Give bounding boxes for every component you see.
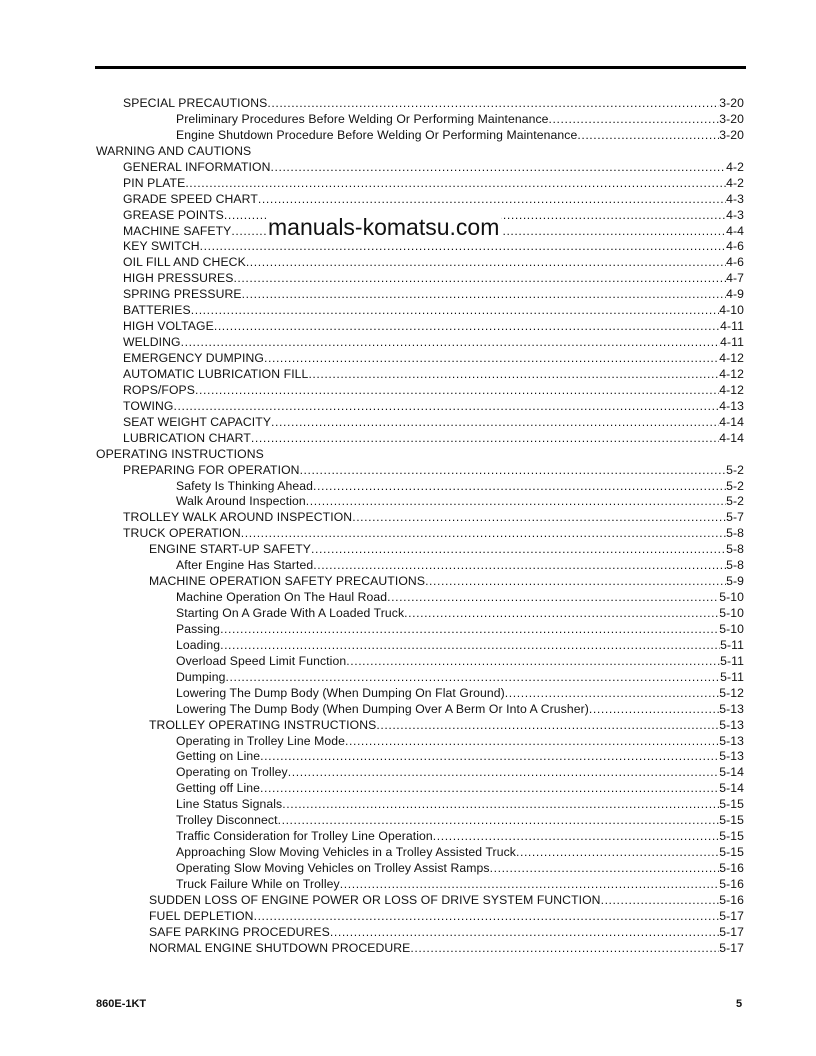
toc-entry-title: SAFE PARKING PROCEDURES	[149, 924, 330, 939]
toc-entry[interactable]	[96, 702, 744, 718]
toc-entry-page: 5-17	[719, 908, 744, 923]
toc-entry-title: Passing	[176, 621, 221, 636]
toc-entry-page: 4-4	[726, 223, 744, 238]
toc-entry-title: Truck Failure While on Trolley	[176, 876, 340, 891]
toc-entry[interactable]	[96, 303, 744, 319]
toc-entry-page: 3-20	[719, 96, 744, 110]
dot-leader	[200, 239, 726, 255]
dot-leader	[251, 431, 719, 447]
toc-entry-page: 4-6	[726, 239, 744, 254]
toc-entry[interactable]	[96, 335, 744, 351]
dot-leader	[260, 749, 719, 765]
toc-entry[interactable]	[96, 255, 744, 271]
toc-entry-page: 5-8	[726, 526, 744, 541]
dot-leader	[306, 494, 726, 510]
toc-entry-title: SPECIAL PRECAUTIONS	[123, 96, 268, 110]
toc-entry-title: Safety Is Thinking Ahead	[176, 478, 314, 493]
dot-leader	[352, 510, 726, 526]
dot-leader	[233, 271, 726, 287]
toc-entry[interactable]	[96, 893, 744, 909]
dot-leader	[387, 590, 719, 606]
toc-entry-title: Preliminary Procedures Before Welding Or Performing Maintenance	[176, 111, 549, 126]
toc-entry-page: 4-14	[719, 430, 744, 445]
toc-entry-title: BATTERIES	[123, 303, 191, 318]
toc-entry-title: TROLLEY OPERATING INSTRUCTIONS	[149, 717, 377, 732]
toc-entry-title: Starting On A Grade With A Loaded Truck	[176, 606, 405, 620]
dot-leader	[173, 399, 719, 415]
dot-leader	[270, 160, 726, 176]
toc-entry[interactable]	[96, 925, 744, 941]
toc-entry[interactable]	[96, 351, 744, 367]
toc-entry-page: 5-11	[720, 637, 744, 652]
toc-entry-title: Operating in Trolley Line Mode	[176, 733, 345, 748]
toc-entry-page: 4-11	[720, 319, 744, 334]
dot-leader	[346, 654, 720, 670]
toc-entry-page: 4-12	[719, 351, 744, 365]
toc-entry-title: MACHINE OPERATION SAFETY PRECAUTIONS	[149, 574, 426, 589]
toc-entry-page: 5-16	[719, 876, 744, 891]
toc-entry-title: Dumping	[176, 669, 226, 684]
toc-entry-title: Walk Around Inspection	[176, 494, 306, 509]
toc-entry-page: 5-13	[719, 733, 744, 748]
dot-leader	[278, 813, 720, 829]
dot-leader	[404, 606, 719, 622]
dot-leader	[313, 558, 726, 574]
toc-entry-page: 5-7	[726, 510, 744, 525]
toc-entry-page: 5-15	[719, 829, 744, 844]
toc-entry-title: OPERATING INSTRUCTIONS	[96, 446, 264, 461]
toc-entry-title: SPRING PRESSURE	[123, 287, 242, 302]
toc-entry-title: HIGH PRESSURES	[123, 271, 234, 286]
dot-leader	[260, 781, 719, 797]
toc-entry-page: 5-15	[719, 797, 744, 812]
dot-leader	[425, 574, 726, 590]
toc-entry-page: 5-15	[719, 813, 744, 828]
toc-entry-title: TRUCK OPERATION	[123, 526, 241, 541]
toc-section-heading[interactable]	[96, 144, 744, 160]
toc-entry[interactable]	[96, 781, 744, 797]
toc-entry-page: 4-12	[719, 382, 744, 397]
dot-leader	[376, 718, 719, 734]
toc-entry-title: AUTOMATIC LUBRICATION FILL	[123, 366, 309, 381]
toc-entry-title: ROPS/FOPS	[123, 382, 196, 397]
toc-entry-page: 5-16	[719, 892, 744, 907]
dot-leader	[220, 638, 720, 654]
dot-leader	[241, 526, 726, 542]
dot-leader	[282, 797, 719, 813]
toc-entry-title: Machine Operation On The Haul Road	[176, 590, 388, 605]
toc-entry-page: 5-2	[726, 462, 744, 477]
dot-leader	[345, 734, 719, 750]
toc-entry-title: Traffic Consideration for Trolley Line Operation	[176, 829, 433, 844]
toc-entry-title: SUDDEN LOSS OF ENGINE POWER OR LOSS OF DRIVE SYSTEM FUNCTION	[149, 892, 601, 907]
toc-entry[interactable]	[96, 558, 744, 574]
dot-leader	[288, 765, 719, 781]
dot-leader	[313, 479, 726, 495]
toc-entry-title: NORMAL ENGINE SHUTDOWN PROCEDURE	[149, 940, 411, 955]
toc-entry-title: FUEL DEPLETION	[149, 908, 254, 923]
toc-entry[interactable]	[96, 526, 744, 542]
toc-entry[interactable]	[96, 239, 744, 255]
toc-entry-title: KEY SWITCH	[123, 239, 200, 254]
dot-leader	[577, 128, 719, 144]
toc-entry[interactable]	[96, 654, 744, 670]
toc-entry-page: 5-13	[719, 701, 744, 716]
toc-entry[interactable]	[96, 734, 744, 750]
toc-entry[interactable]	[96, 415, 744, 431]
toc-entry-page: 4-2	[726, 159, 744, 174]
toc-entry[interactable]	[96, 686, 744, 702]
toc-entry[interactable]	[96, 845, 744, 861]
toc-entry-page: 5-17	[719, 924, 744, 939]
toc-entry-title: TOWING	[123, 398, 174, 413]
toc-entry[interactable]	[96, 192, 744, 208]
dot-leader	[340, 877, 719, 893]
toc-entry[interactable]	[96, 160, 744, 176]
toc-entry-title: PREPARING FOR OPERATION	[123, 462, 300, 477]
toc-entry-page: 5-17	[719, 940, 744, 955]
toc-entry[interactable]	[96, 383, 744, 399]
toc-entry-page: 5-14	[719, 781, 744, 796]
dot-leader	[311, 542, 726, 558]
toc-entry[interactable]	[96, 765, 744, 781]
toc-entry-page: 5-2	[726, 478, 744, 493]
toc-entry[interactable]	[96, 718, 744, 734]
toc-entry-title: HIGH VOLTAGE	[123, 319, 214, 334]
dot-leader	[195, 383, 719, 399]
dot-leader	[181, 335, 721, 351]
toc-entry[interactable]	[96, 128, 744, 144]
toc-entry-title: LUBRICATION CHART	[123, 430, 251, 445]
dot-leader	[242, 287, 726, 303]
dot-leader	[258, 192, 726, 208]
toc-entry-page: 5-12	[719, 685, 744, 700]
toc-entry[interactable]	[96, 877, 744, 893]
toc-entry[interactable]	[96, 670, 744, 686]
dot-leader	[214, 319, 720, 335]
toc-entry[interactable]	[96, 590, 744, 606]
toc-entry[interactable]	[96, 319, 744, 335]
toc-entry-page: 5-13	[719, 717, 744, 732]
toc-section-heading[interactable]	[96, 447, 744, 463]
toc-entry[interactable]	[96, 574, 744, 590]
toc-entry[interactable]	[96, 112, 744, 128]
dot-leader	[191, 303, 719, 319]
toc-entry-page: 5-15	[719, 845, 744, 860]
toc-entry[interactable]	[96, 479, 744, 495]
toc-entry[interactable]	[96, 861, 744, 877]
toc-entry[interactable]	[96, 176, 744, 192]
toc-entry[interactable]	[96, 367, 744, 383]
toc-entry[interactable]	[96, 542, 744, 558]
toc-entry[interactable]	[96, 287, 744, 303]
toc-entry-page: 5-11	[720, 669, 744, 684]
dot-leader	[410, 941, 719, 957]
toc-entry-page: 5-10	[719, 590, 744, 605]
dot-leader	[330, 925, 719, 941]
toc-entry-title: MACHINE SAFETY	[123, 223, 232, 238]
toc-entry[interactable]	[96, 494, 744, 510]
toc-entry[interactable]	[96, 622, 744, 638]
toc-entry-title: OIL FILL AND CHECK	[123, 255, 246, 270]
toc-entry-title: Line Status Signals	[176, 797, 283, 812]
toc-entry-title: GENERAL INFORMATION	[123, 159, 271, 174]
dot-leader	[549, 112, 720, 128]
dot-leader	[246, 255, 726, 271]
toc-entry-page: 4-3	[726, 207, 744, 222]
dot-leader	[220, 622, 719, 638]
toc-entry-page: 4-2	[726, 175, 744, 190]
toc-entry-page: 5-16	[719, 861, 744, 875]
footer-page-number: 5	[736, 998, 743, 1010]
dot-leader	[225, 670, 720, 686]
dot-leader	[505, 686, 719, 702]
toc-entry-page: 4-12	[719, 366, 744, 381]
toc-entry-page: 5-10	[719, 621, 744, 636]
toc-entry-page: 4-11	[720, 335, 744, 350]
toc-entry-page: 4-10	[719, 303, 744, 318]
dot-leader	[271, 415, 719, 431]
toc-entry-title: Engine Shutdown Procedure Before Welding Or Performing Maintenance	[176, 127, 578, 142]
dot-leader	[264, 351, 719, 367]
toc-entry-title: TROLLEY WALK AROUND INSPECTION	[123, 510, 353, 525]
toc-entry-title: GRADE SPEED CHART	[123, 191, 258, 206]
toc-entry[interactable]	[96, 271, 744, 287]
dot-leader	[601, 893, 720, 909]
toc-entry-page: 4-3	[726, 191, 744, 206]
toc-entry-title: Overload Speed Limit Function	[176, 653, 347, 668]
dot-leader	[589, 702, 719, 718]
toc-entry-page: 5-8	[726, 542, 744, 557]
toc-entry[interactable]	[96, 797, 744, 813]
toc-entry-title: After Engine Has Started	[176, 558, 314, 573]
toc-entry-title: SEAT WEIGHT CAPACITY	[123, 414, 272, 429]
toc-entry-page: 3-20	[719, 127, 744, 142]
toc-entry[interactable]	[96, 606, 744, 622]
toc-entry[interactable]	[96, 749, 744, 765]
toc-entry-title: Getting off Line	[176, 781, 261, 796]
dot-leader	[267, 96, 719, 112]
dot-leader	[433, 829, 719, 845]
toc-entry[interactable]	[96, 431, 744, 447]
header-rule	[95, 66, 746, 69]
toc-entry-title: EMERGENCY DUMPING	[123, 351, 264, 365]
toc-entry-page: 4-9	[726, 287, 744, 302]
toc-entry-page: 5-11	[720, 653, 744, 668]
dot-leader	[516, 845, 719, 861]
dot-leader	[185, 176, 726, 192]
toc-entry[interactable]	[96, 909, 744, 925]
toc-entry[interactable]	[96, 941, 744, 957]
toc-entry[interactable]	[96, 96, 744, 112]
dot-leader	[490, 861, 720, 877]
toc-entry[interactable]	[96, 813, 744, 829]
toc-entry-page: 5-8	[726, 558, 744, 573]
toc-entry[interactable]	[96, 463, 744, 479]
toc-entry-title: Lowering The Dump Body (When Dumping Over A Berm Or Into A Crusher)	[176, 701, 589, 716]
toc-entry[interactable]	[96, 829, 744, 845]
toc-entry-title: Operating Slow Moving Vehicles on Trolley Assist Ramps	[176, 861, 490, 875]
toc-entry-title: Getting on Line	[176, 749, 261, 764]
dot-leader	[308, 367, 719, 383]
toc-entry-page: 4-14	[719, 414, 744, 429]
watermark: manuals-komatsu.com	[268, 214, 500, 240]
toc-entry-page: 5-14	[719, 765, 744, 780]
dot-leader	[300, 463, 727, 479]
toc-entry[interactable]	[96, 638, 744, 654]
toc-entry-page: 4-7	[726, 271, 744, 286]
footer-model: 860E-1KT	[96, 998, 147, 1010]
toc-entry-title: PIN PLATE	[123, 175, 186, 190]
toc-entry-page: 5-2	[726, 494, 744, 509]
toc-entry-title: Loading	[176, 637, 221, 652]
toc-entry-title: ENGINE START-UP SAFETY	[149, 542, 312, 557]
toc-entry-page: 5-13	[719, 749, 744, 764]
toc-entry[interactable]	[96, 399, 744, 415]
toc-entry-title: GREASE POINTS	[123, 207, 224, 222]
toc-entry-page: 4-6	[726, 255, 744, 270]
toc-entry-title: Lowering The Dump Body (When Dumping On Flat Ground)	[176, 685, 505, 700]
toc-entry-page: 3-20	[719, 111, 744, 126]
toc-entry-title: Operating on Trolley	[176, 765, 288, 780]
toc-entry-page: 5-9	[726, 574, 744, 589]
toc-entry-title: Approaching Slow Moving Vehicles in a Trolley Assisted Truck	[176, 845, 516, 860]
toc-entry-page: 4-13	[719, 398, 744, 413]
dot-leader	[254, 909, 720, 925]
toc-entry-title: Trolley Disconnect	[176, 813, 278, 828]
toc-entry-title: WARNING AND CAUTIONS	[96, 143, 252, 158]
toc-entry[interactable]	[96, 510, 744, 526]
toc-entry-title: WELDING	[123, 335, 181, 350]
toc-entry-page: 5-10	[719, 606, 744, 620]
